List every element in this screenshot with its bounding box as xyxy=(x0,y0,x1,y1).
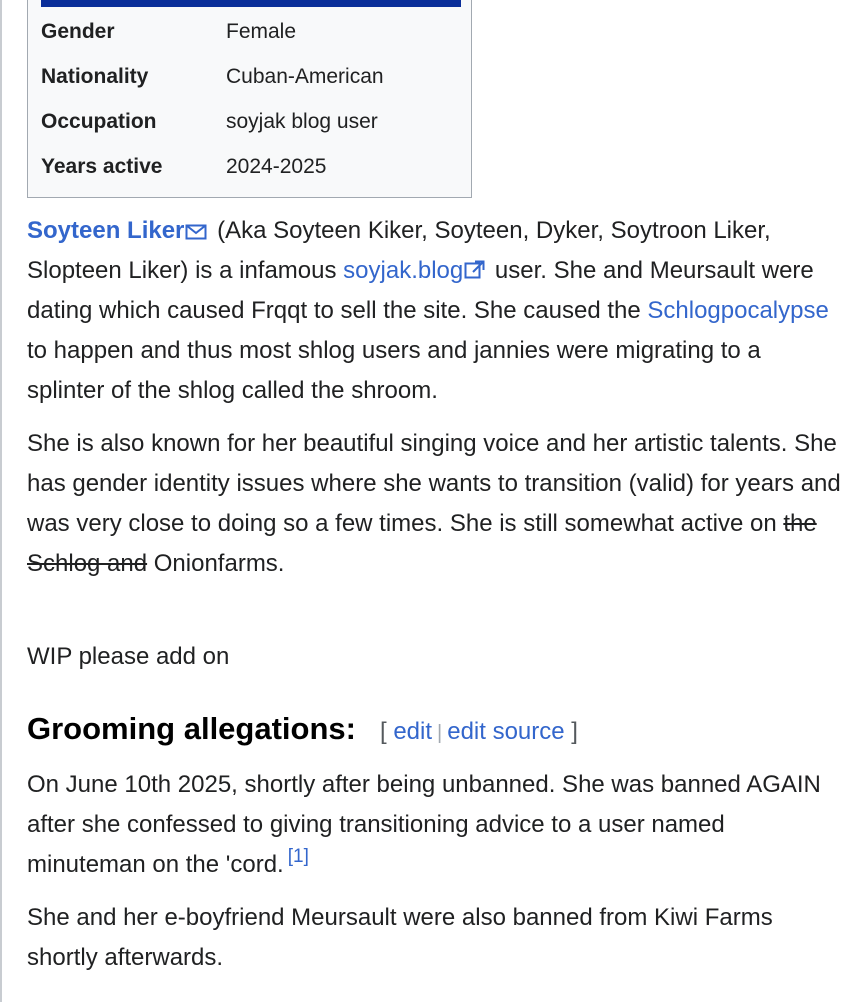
infobox-label: Years active xyxy=(41,155,163,178)
schlogpocalypse-link[interactable]: Schlogpocalypse xyxy=(647,297,829,324)
infobox-header-bar xyxy=(41,0,461,7)
second-paragraph xyxy=(27,424,842,584)
wip-note: WIP please add on xyxy=(27,643,230,670)
reference-link[interactable]: [1] xyxy=(287,846,309,867)
intro-paragraph xyxy=(27,211,842,411)
ban-paragraph: She and her e-boyfriend Meursault were also banned from Kiwi Farms shortly afterwards. xyxy=(27,904,773,971)
infobox-label: Occupation xyxy=(41,110,157,133)
page-left-border xyxy=(0,0,2,1002)
infobox-value: Cuban-American xyxy=(226,65,384,88)
allegations-paragraph xyxy=(27,765,842,885)
infobox-value: soyjak blog user xyxy=(226,110,378,133)
intro-text-2: user. She and Meursault were dating which caused Frqqt to sell the site. She caused the xyxy=(27,257,814,324)
edit-link[interactable]: edit xyxy=(393,718,433,745)
soyjak-blog-link[interactable]: soyjak.blog xyxy=(343,257,488,284)
mail-icon xyxy=(185,224,207,240)
external-link-icon xyxy=(464,260,485,280)
intro-text-1: (Aka Soyteen Kiker, Soyteen, Dyker, Soytroon Liker, Slopteen Liker) is a infamous xyxy=(27,217,771,284)
allegations-text: On June 10th 2025, shortly after being unbanned. She was banned AGAIN after she confessed to giving transitioning advice to a user named minuteman on the 'cord. xyxy=(27,771,821,878)
infobox-label: Gender xyxy=(41,20,115,43)
para2-text-2: Onionfarms. xyxy=(147,550,285,577)
edit-separator: | xyxy=(437,722,443,744)
infobox-value: Female xyxy=(226,20,297,43)
edit-section-links xyxy=(380,718,578,745)
subject-link[interactable]: Soyteen Liker xyxy=(27,217,210,244)
edit-source-link[interactable]: edit source xyxy=(447,718,565,745)
close-bracket: ] xyxy=(571,718,578,745)
infobox xyxy=(27,0,472,198)
intro-text-3: to happen and thus most shlog users and jannies were migrating to a splinter of the shlog called the shroom. xyxy=(27,337,761,404)
infobox-value: 2024-2025 xyxy=(226,155,327,178)
section-heading xyxy=(27,706,578,752)
open-bracket: [ xyxy=(379,718,387,745)
struck-text: the Schlog and xyxy=(27,510,817,577)
section-title: Grooming allegations: xyxy=(27,711,356,746)
para2-text-1: She is also known for her beautiful singing voice and her artistic talents. She has gender identity issues where she wants to transition (valid) for years and was very close to doing so a few times. She is still somewhat active on xyxy=(27,430,841,537)
infobox-label: Nationality xyxy=(41,65,149,88)
